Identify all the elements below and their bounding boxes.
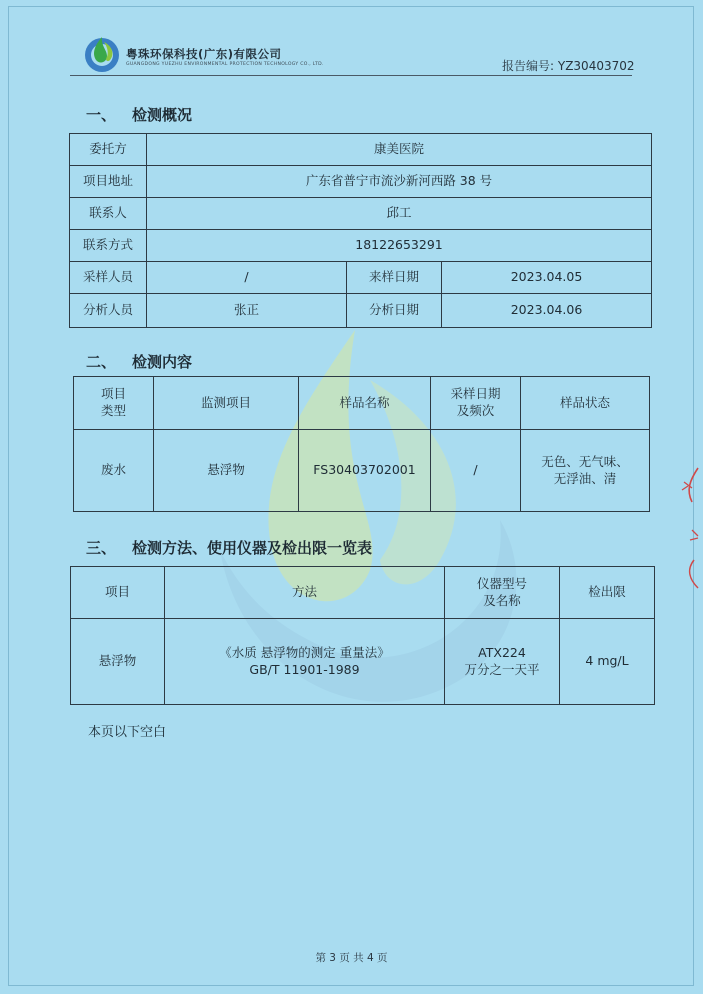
content-sample: FS30403702001 [299,430,431,512]
sampler-label: 采样人员 [70,262,147,294]
section3-number: 三、 [86,539,117,557]
content-freq: / [431,430,521,512]
client-label: 委托方 [70,134,147,166]
content-header-type: 项目 类型 [74,377,154,430]
section3-title-text: 检测方法、使用仪器及检出限一览表 [132,539,373,557]
content-state: 无色、无气味、 无浮油、清 [521,430,650,512]
client-value: 康美医院 [147,134,652,166]
content-header-freq: 采样日期 及频次 [431,377,521,430]
method-header-limit: 检出限 [560,567,655,619]
blank-page-note: 本页以下空白 [88,725,167,740]
section2-number: 二、 [86,353,117,371]
header-rule [70,75,632,76]
method-instrument: ATX224 万分之一天平 [445,619,560,705]
phone-label: 联系方式 [70,230,147,262]
report-number [502,57,635,74]
analysis-date-label: 分析日期 [347,294,442,328]
method-header-item: 项目 [71,567,165,619]
content-table [73,376,650,512]
overview-table [69,133,652,328]
content-header-sample: 样品名称 [299,377,431,430]
content-item: 悬浮物 [154,430,299,512]
method-item: 悬浮物 [71,619,165,705]
analysis-date-value: 2023.04.06 [442,294,652,328]
method-table [70,566,655,705]
section2-title [86,351,192,372]
section1-title [86,104,192,125]
address-label: 项目地址 [70,166,147,198]
content-type: 废水 [74,430,154,512]
contact-label: 联系人 [70,198,147,230]
address-value: 广东省普宁市流沙新河西路 38 号 [147,166,652,198]
analyst-value: 张正 [147,294,347,328]
content-header-state: 样品状态 [521,377,650,430]
method-standard: 《水质 悬浮物的测定 重量法》 GB/T 11901-1989 [165,619,445,705]
method-header-method: 方法 [165,567,445,619]
company-logo-icon [82,34,122,74]
section1-title-text: 检测概况 [132,106,193,124]
received-date-label: 来样日期 [347,262,442,294]
page-footer: 第 3 页 共 4 页 [315,952,388,964]
analyst-label: 分析人员 [70,294,147,328]
seal-stamp-icon [672,460,702,600]
sampler-value: / [147,262,347,294]
section3-title [86,537,372,558]
method-limit: 4 mg/L [560,619,655,705]
report-number-label: 报告编号: [502,59,555,73]
report-number-value: YZ30403702 [557,59,635,73]
method-header-instrument: 仪器型号 及名称 [445,567,560,619]
phone-value: 18122653291 [147,230,652,262]
received-date-value: 2023.04.05 [442,262,652,294]
section1-number: 一、 [86,106,117,124]
company-name: 粤珠环保科技(广东)有限公司 [126,47,282,61]
company-name-english: GUANGDONG YUEZHU ENVIRONMENTAL PROTECTION TECHNOLOGY CO., LTD. [126,62,324,67]
content-header-item: 监测项目 [154,377,299,430]
section2-title-text: 检测内容 [132,353,193,371]
contact-value: 邱工 [147,198,652,230]
